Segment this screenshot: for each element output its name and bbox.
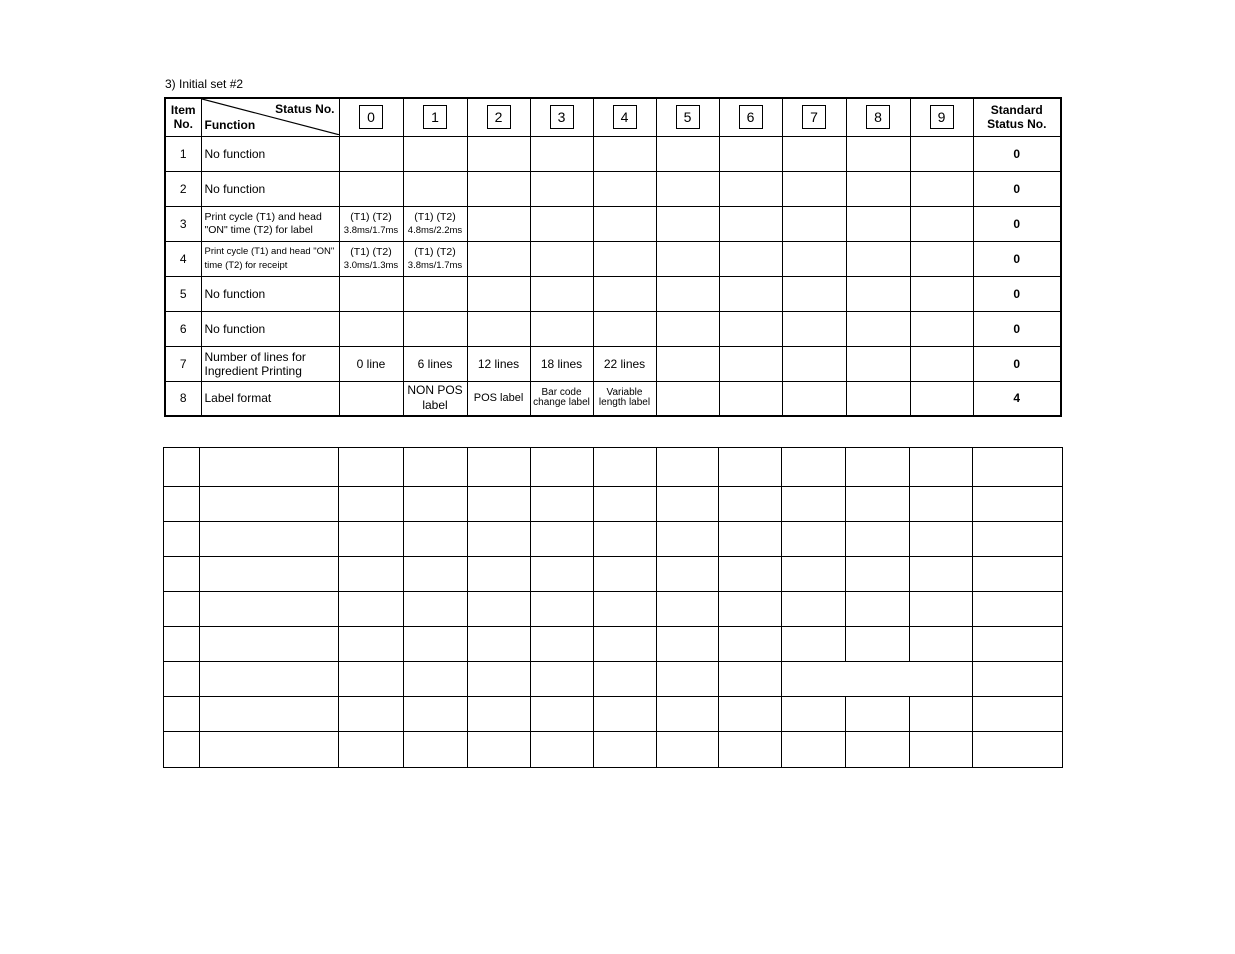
blank-cell [594, 522, 657, 557]
function-cell: No function [201, 276, 339, 311]
status-cell [656, 381, 719, 416]
blank-cell [200, 522, 339, 557]
status-cell: Variable length label [593, 381, 656, 416]
status-header-4: 4 [593, 98, 656, 136]
status-cell [656, 206, 719, 241]
blank-row [164, 487, 1063, 522]
blank-cell [719, 448, 782, 487]
item-no-header: Item No. [165, 98, 201, 136]
status-cell [530, 241, 593, 276]
status-cell [846, 171, 910, 206]
blank-cell [846, 487, 910, 522]
table-row [165, 276, 1061, 311]
blank-cell [910, 697, 973, 732]
item-no: 2 [165, 171, 201, 206]
item-no: 5 [165, 276, 201, 311]
status-cell [846, 381, 910, 416]
blank-row [164, 697, 1063, 732]
blank-cell [164, 448, 200, 487]
item-no: 1 [165, 136, 201, 171]
status-cell [719, 381, 782, 416]
blank-cell [404, 697, 468, 732]
function-cell: Label format [201, 381, 339, 416]
status-cell [719, 206, 782, 241]
status-cell [403, 171, 467, 206]
blank-cell [468, 732, 531, 768]
status-header-2: 2 [467, 98, 530, 136]
status-cell [467, 276, 530, 311]
status-cell [467, 206, 530, 241]
status-cell [846, 311, 910, 346]
blank-cell [404, 662, 468, 697]
blank-cell [468, 592, 531, 627]
status-cell [593, 206, 656, 241]
status-cell [656, 276, 719, 311]
status-cell [656, 311, 719, 346]
blank-cell [657, 448, 719, 487]
standard-status: 0 [973, 311, 1061, 346]
blank-cell [973, 487, 1063, 522]
blank-cell [468, 522, 531, 557]
blank-cell [200, 448, 339, 487]
status-cell [846, 136, 910, 171]
blank-cell [846, 697, 910, 732]
status-cell [910, 241, 973, 276]
status-cell [782, 241, 846, 276]
blank-cell [594, 697, 657, 732]
table-row [165, 346, 1061, 381]
blank-cell [910, 627, 973, 662]
blank-cell [782, 697, 846, 732]
status-cell [719, 136, 782, 171]
status-cell [530, 171, 593, 206]
blank-cell [200, 662, 339, 697]
standard-status: 0 [973, 206, 1061, 241]
standard-status: 4 [973, 381, 1061, 416]
blank-cell [657, 662, 719, 697]
status-cell [910, 136, 973, 171]
blank-cell [846, 557, 910, 592]
blank-cell [782, 522, 846, 557]
blank-cell [164, 697, 200, 732]
standard-status-header: Standard Status No. [973, 98, 1061, 136]
blank-grid-table [163, 447, 1063, 768]
blank-cell [531, 732, 594, 768]
status-cell [910, 206, 973, 241]
blank-cell [782, 557, 846, 592]
status-cell [530, 276, 593, 311]
blank-cell [164, 487, 200, 522]
status-cell [339, 381, 403, 416]
blank-cell [164, 732, 200, 768]
standard-status: 0 [973, 276, 1061, 311]
blank-cell [531, 697, 594, 732]
blank-cell [657, 592, 719, 627]
blank-cell [594, 557, 657, 592]
status-cell [782, 171, 846, 206]
blank-cell [719, 487, 782, 522]
blank-cell [910, 592, 973, 627]
status-cell [910, 171, 973, 206]
blank-cell [164, 557, 200, 592]
status-cell [467, 241, 530, 276]
blank-row [164, 732, 1063, 768]
blank-cell [973, 557, 1063, 592]
blank-cell [719, 662, 782, 697]
status-cell [593, 276, 656, 311]
blank-cell [657, 557, 719, 592]
blank-cell [164, 522, 200, 557]
blank-cell [782, 448, 846, 487]
blank-cell [846, 448, 910, 487]
blank-cell [973, 732, 1063, 768]
blank-cell [200, 732, 339, 768]
function-cell: No function [201, 136, 339, 171]
blank-cell [910, 448, 973, 487]
blank-row [164, 592, 1063, 627]
blank-cell [910, 732, 973, 768]
blank-cell [468, 557, 531, 592]
table-row [165, 241, 1061, 276]
blank-cell [531, 627, 594, 662]
blank-cell [339, 448, 404, 487]
blank-cell [404, 592, 468, 627]
blank-cell [910, 487, 973, 522]
function-cell: No function [201, 171, 339, 206]
table-row [165, 136, 1061, 171]
status-cell [339, 171, 403, 206]
table-row [165, 206, 1061, 241]
blank-cell [719, 592, 782, 627]
blank-cell [846, 592, 910, 627]
status-cell [910, 311, 973, 346]
blank-cell [531, 487, 594, 522]
blank-cell [973, 592, 1063, 627]
blank-cell [782, 592, 846, 627]
table-row [165, 171, 1061, 206]
status-cell [656, 136, 719, 171]
blank-cell [657, 732, 719, 768]
status-cell [846, 346, 910, 381]
blank-cell [910, 522, 973, 557]
blank-cell [404, 487, 468, 522]
blank-cell [719, 522, 782, 557]
status-cell [782, 276, 846, 311]
blank-cell [719, 627, 782, 662]
function-cell: No function [201, 311, 339, 346]
item-no: 6 [165, 311, 201, 346]
status-cell [782, 206, 846, 241]
status-cell [403, 136, 467, 171]
status-cell [656, 346, 719, 381]
standard-status: 0 [973, 241, 1061, 276]
function-cell: Number of lines for Ingredient Printing [201, 346, 339, 381]
header-row [165, 98, 1061, 136]
status-cell [719, 241, 782, 276]
status-cell [846, 241, 910, 276]
blank-cell [782, 732, 846, 768]
status-cell [593, 241, 656, 276]
status-cell [719, 346, 782, 381]
blank-cell [657, 697, 719, 732]
blank-cell [339, 592, 404, 627]
blank-cell [657, 627, 719, 662]
blank-cell [973, 627, 1063, 662]
blank-cell [594, 487, 657, 522]
blank-cell [404, 557, 468, 592]
status-cell [719, 171, 782, 206]
status-cell: POS label [467, 381, 530, 416]
status-cell [530, 311, 593, 346]
status-cell [467, 171, 530, 206]
blank-cell [468, 487, 531, 522]
blank-cell [594, 592, 657, 627]
blank-cell [200, 487, 339, 522]
blank-cell [782, 487, 846, 522]
table-row [165, 381, 1061, 416]
status-cell: 12 lines [467, 346, 530, 381]
item-no: 8 [165, 381, 201, 416]
status-header-6: 6 [719, 98, 782, 136]
status-cell [782, 381, 846, 416]
blank-cell [200, 697, 339, 732]
status-cell [339, 276, 403, 311]
blank-cell [910, 662, 973, 697]
blank-cell [594, 732, 657, 768]
standard-status: 0 [973, 171, 1061, 206]
blank-cell [531, 592, 594, 627]
status-cell [467, 136, 530, 171]
standard-status: 0 [973, 136, 1061, 171]
blank-cell [719, 732, 782, 768]
section-heading: 3) Initial set #2 [165, 77, 244, 91]
status-cell [593, 311, 656, 346]
blank-cell [846, 627, 910, 662]
status-cell [846, 206, 910, 241]
status-cell: (T1) (T2) 3.8ms/1.7ms [403, 241, 467, 276]
status-cell: 18 lines [530, 346, 593, 381]
blank-cell [973, 522, 1063, 557]
blank-cell [531, 448, 594, 487]
blank-cell [339, 557, 404, 592]
blank-row [164, 662, 1063, 697]
status-header-9: 9 [910, 98, 973, 136]
status-cell [656, 241, 719, 276]
blank-cell [531, 557, 594, 592]
blank-cell [846, 732, 910, 768]
blank-cell [468, 627, 531, 662]
blank-row [164, 557, 1063, 592]
status-cell [339, 136, 403, 171]
blank-cell [719, 697, 782, 732]
blank-cell [782, 662, 846, 697]
blank-cell [657, 522, 719, 557]
blank-cell [339, 697, 404, 732]
blank-cell [468, 448, 531, 487]
status-cell: NON POS label [403, 381, 467, 416]
status-cell [846, 276, 910, 311]
status-cell: 0 line [339, 346, 403, 381]
blank-cell [719, 557, 782, 592]
blank-row [164, 522, 1063, 557]
status-header-7: 7 [782, 98, 846, 136]
status-cell: Bar code change label [530, 381, 593, 416]
status-header-8: 8 [846, 98, 910, 136]
status-cell: (T1) (T2) 4.8ms/2.2ms [403, 206, 467, 241]
blank-cell [594, 662, 657, 697]
status-cell [403, 311, 467, 346]
blank-cell [531, 662, 594, 697]
blank-cell [910, 557, 973, 592]
status-cell [530, 136, 593, 171]
status-cell [782, 136, 846, 171]
status-cell [782, 346, 846, 381]
function-cell: Print cycle (T1) and head "ON" time (T2) for receipt [201, 241, 339, 276]
blank-cell [846, 522, 910, 557]
status-cell [910, 276, 973, 311]
blank-cell [164, 662, 200, 697]
blank-cell [468, 697, 531, 732]
blank-cell [531, 522, 594, 557]
function-status-header [201, 98, 339, 136]
blank-row [164, 448, 1063, 487]
status-cell [719, 311, 782, 346]
status-cell [403, 276, 467, 311]
status-cell [339, 311, 403, 346]
blank-cell [594, 448, 657, 487]
blank-cell [404, 522, 468, 557]
blank-cell [339, 627, 404, 662]
status-cell: 22 lines [593, 346, 656, 381]
status-cell: 6 lines [403, 346, 467, 381]
status-cell [530, 206, 593, 241]
status-cell [782, 311, 846, 346]
blank-cell [973, 697, 1063, 732]
status-no-label: Status No. [275, 102, 335, 117]
blank-cell [164, 592, 200, 627]
blank-cell [782, 627, 846, 662]
status-cell [467, 311, 530, 346]
table-row [165, 311, 1061, 346]
item-no: 4 [165, 241, 201, 276]
blank-cell [200, 557, 339, 592]
blank-cell [200, 627, 339, 662]
status-cell: (T1) (T2) 3.8ms/1.7ms [339, 206, 403, 241]
status-cell [719, 276, 782, 311]
blank-cell [973, 662, 1063, 697]
blank-cell [657, 487, 719, 522]
blank-cell [846, 662, 910, 697]
blank-cell [164, 627, 200, 662]
blank-cell [404, 627, 468, 662]
blank-cell [594, 627, 657, 662]
item-no: 3 [165, 206, 201, 241]
blank-cell [339, 662, 404, 697]
blank-cell [404, 448, 468, 487]
status-cell [593, 171, 656, 206]
blank-cell [339, 487, 404, 522]
status-cell: (T1) (T2) 3.0ms/1.3ms [339, 241, 403, 276]
status-cell [593, 136, 656, 171]
blank-cell [200, 592, 339, 627]
status-header-5: 5 [656, 98, 719, 136]
status-header-1: 1 [403, 98, 467, 136]
status-cell [656, 171, 719, 206]
status-header-3: 3 [530, 98, 593, 136]
blank-cell [339, 732, 404, 768]
function-cell: Print cycle (T1) and head "ON" time (T2) for label [201, 206, 339, 241]
blank-cell [404, 732, 468, 768]
status-cell [910, 346, 973, 381]
standard-status: 0 [973, 346, 1061, 381]
blank-row [164, 627, 1063, 662]
blank-cell [339, 522, 404, 557]
blank-cell [468, 662, 531, 697]
status-cell [910, 381, 973, 416]
function-label: Function [204, 118, 256, 133]
blank-cell [973, 448, 1063, 487]
status-header-0: 0 [339, 98, 403, 136]
initial-set-table [164, 97, 1062, 417]
item-no: 7 [165, 346, 201, 381]
